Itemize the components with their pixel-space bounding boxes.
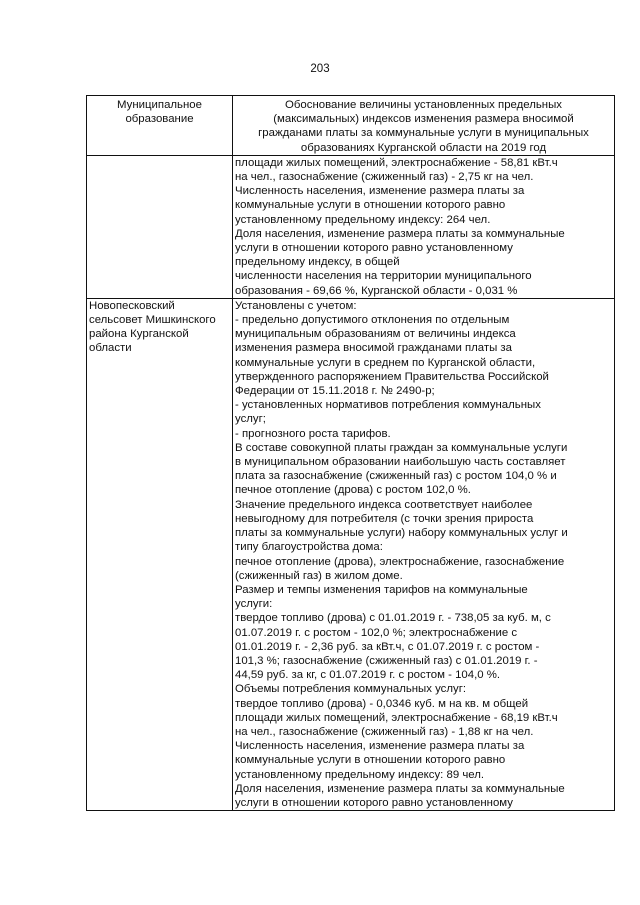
novopeskovsky-municipality-cell xyxy=(87,298,233,810)
text-line: образование xyxy=(125,113,194,126)
text-line: - установленных нормативов потребления коммунальных xyxy=(235,399,541,412)
text-line: услуги в отношении которого равно установленному xyxy=(235,796,513,809)
header-municipality-text xyxy=(89,98,230,126)
text-line: Численность населения, изменение размера платы за xyxy=(235,740,525,753)
text-line: изменения размера вносимой гражданами платы за xyxy=(235,342,512,355)
text-line: Установлены с учетом: xyxy=(235,299,357,312)
text-line: твердое топливо (дрова) - 0,0346 куб. м на кв. м общей xyxy=(235,697,529,710)
text-line: 101,3 %; газоснабжение (сжиженный газ) с 01.01.2019 г. - xyxy=(235,654,538,667)
text-line: Обоснование величины установленных предельных xyxy=(285,99,562,111)
text-line: в муниципальном образовании наибольшую часть составляет xyxy=(235,456,566,469)
novopeskovsky-municipality-text xyxy=(89,299,230,356)
continuation-justification-text xyxy=(235,156,612,298)
text-line: (сжиженный газ) в жилом доме. xyxy=(235,569,403,582)
text-line: установленному предельному индексу: 264 чел. xyxy=(235,213,491,226)
text-line: площади жилых помещений, электроснабжение - 68,19 кВт.ч xyxy=(235,711,558,724)
table-header-row xyxy=(87,96,615,156)
text-line: Новопесковский xyxy=(89,299,175,312)
text-line: на чел., газоснабжение (сжиженный газ) - 1,88 кг на чел. xyxy=(235,725,534,738)
text-line: Значение предельного индекса соответствует наиболее xyxy=(235,498,533,511)
text-line: услуг; xyxy=(235,413,266,426)
text-line: коммунальные услуги в отношении которого равно xyxy=(235,754,506,767)
header-justification-text xyxy=(235,98,612,155)
header-municipality-cell xyxy=(87,96,233,156)
text-line: гражданами платы за коммунальные услуги в муниципальных xyxy=(258,127,589,140)
table-row xyxy=(87,155,615,298)
text-line: Федерации от 15.11.2018 г. № 2490-р; xyxy=(235,385,435,398)
text-line: - предельно допустимого отклонения по отдельным xyxy=(235,314,510,327)
text-line: на чел., газоснабжение (сжиженный газ) - 2,75 кг на чел. xyxy=(235,171,534,184)
text-line: плата за газоснабжение (сжиженный газ) с ростом 104,0 % и xyxy=(235,470,557,483)
text-line: Доля населения, изменение размера платы за коммунальные xyxy=(235,782,565,795)
text-line: муниципальным образованиям от величины индекса xyxy=(235,328,516,341)
text-line: 44,59 руб. за кг, с 01.07.2019 г. с ростом - 104,0 %. xyxy=(235,669,501,682)
text-line: 01.07.2019 г. с ростом - 102,0 %; электроснабжение с xyxy=(235,626,518,639)
text-line: утвержденного распоряжением Правительства Российской xyxy=(235,370,549,383)
text-line: установленному предельному индексу: 89 чел. xyxy=(235,768,485,781)
text-line: печное отопление (дрова), электроснабжение, газоснабжение xyxy=(235,555,565,568)
table-row xyxy=(87,298,615,810)
text-line: 01.01.2019 г. - 2,36 руб. за кВт.ч, с 01.07.2019 г. с ростом - xyxy=(235,640,540,653)
text-line: образованиях Курганской области на 2019 год xyxy=(300,141,547,154)
text-line: численности населения на территории муниципального xyxy=(235,270,532,283)
text-line: района Курганской xyxy=(89,328,189,341)
text-line: услуги: xyxy=(235,598,273,611)
text-line: - прогнозного роста тарифов. xyxy=(235,427,391,440)
text-line: В составе совокупной платы граждан за коммунальные услуги xyxy=(235,441,568,454)
text-line: площади жилых помещений, электроснабжение - 58,81 кВт.ч xyxy=(235,156,558,169)
novopeskovsky-justification-cell xyxy=(233,298,615,810)
text-line: печное отопление (дрова) с ростом 102,0 %. xyxy=(235,484,471,497)
text-line: типу благоустройства дома: xyxy=(235,541,383,554)
text-line: коммунальные услуги в среднем по Курганской области, xyxy=(235,356,536,369)
header-justification-cell xyxy=(233,96,615,156)
text-line: Численность населения, изменение размера платы за xyxy=(235,185,525,198)
text-line: (максимальных) индексов изменения размера вносимой xyxy=(273,113,574,126)
continuation-municipality-cell xyxy=(87,155,233,298)
text-line: Размер и темпы изменения тарифов на коммунальные xyxy=(235,583,528,596)
text-line: Доля населения, изменение размера платы за коммунальные xyxy=(235,227,565,240)
text-line: предельному индексу, в общей xyxy=(235,256,400,269)
text-line: платы за коммунальные услуги) набору коммунальных услуг и xyxy=(235,527,568,540)
text-line: Муниципальное xyxy=(117,99,202,111)
text-line: услуги в отношении которого равно установленному xyxy=(235,242,513,255)
text-line: коммунальные услуги в отношении которого равно xyxy=(235,199,506,212)
text-line: твердое топливо (дрова) с 01.01.2019 г. - 738,05 за куб. м, с xyxy=(235,612,551,625)
text-line: области xyxy=(89,342,132,355)
text-line: образования - 69,66 %, Курганской области - 0,031 % xyxy=(235,284,518,297)
text-line: невыгодному для потребителя (с точки зрения прироста xyxy=(235,512,534,525)
novopeskovsky-justification-text xyxy=(235,299,612,810)
continuation-justification-cell xyxy=(233,155,615,298)
text-line: Объемы потребления коммунальных услуг: xyxy=(235,683,467,696)
page-number: 203 xyxy=(310,63,330,75)
tariff-index-table xyxy=(86,95,615,811)
text-line: сельсовет Мишкинского xyxy=(89,314,216,327)
